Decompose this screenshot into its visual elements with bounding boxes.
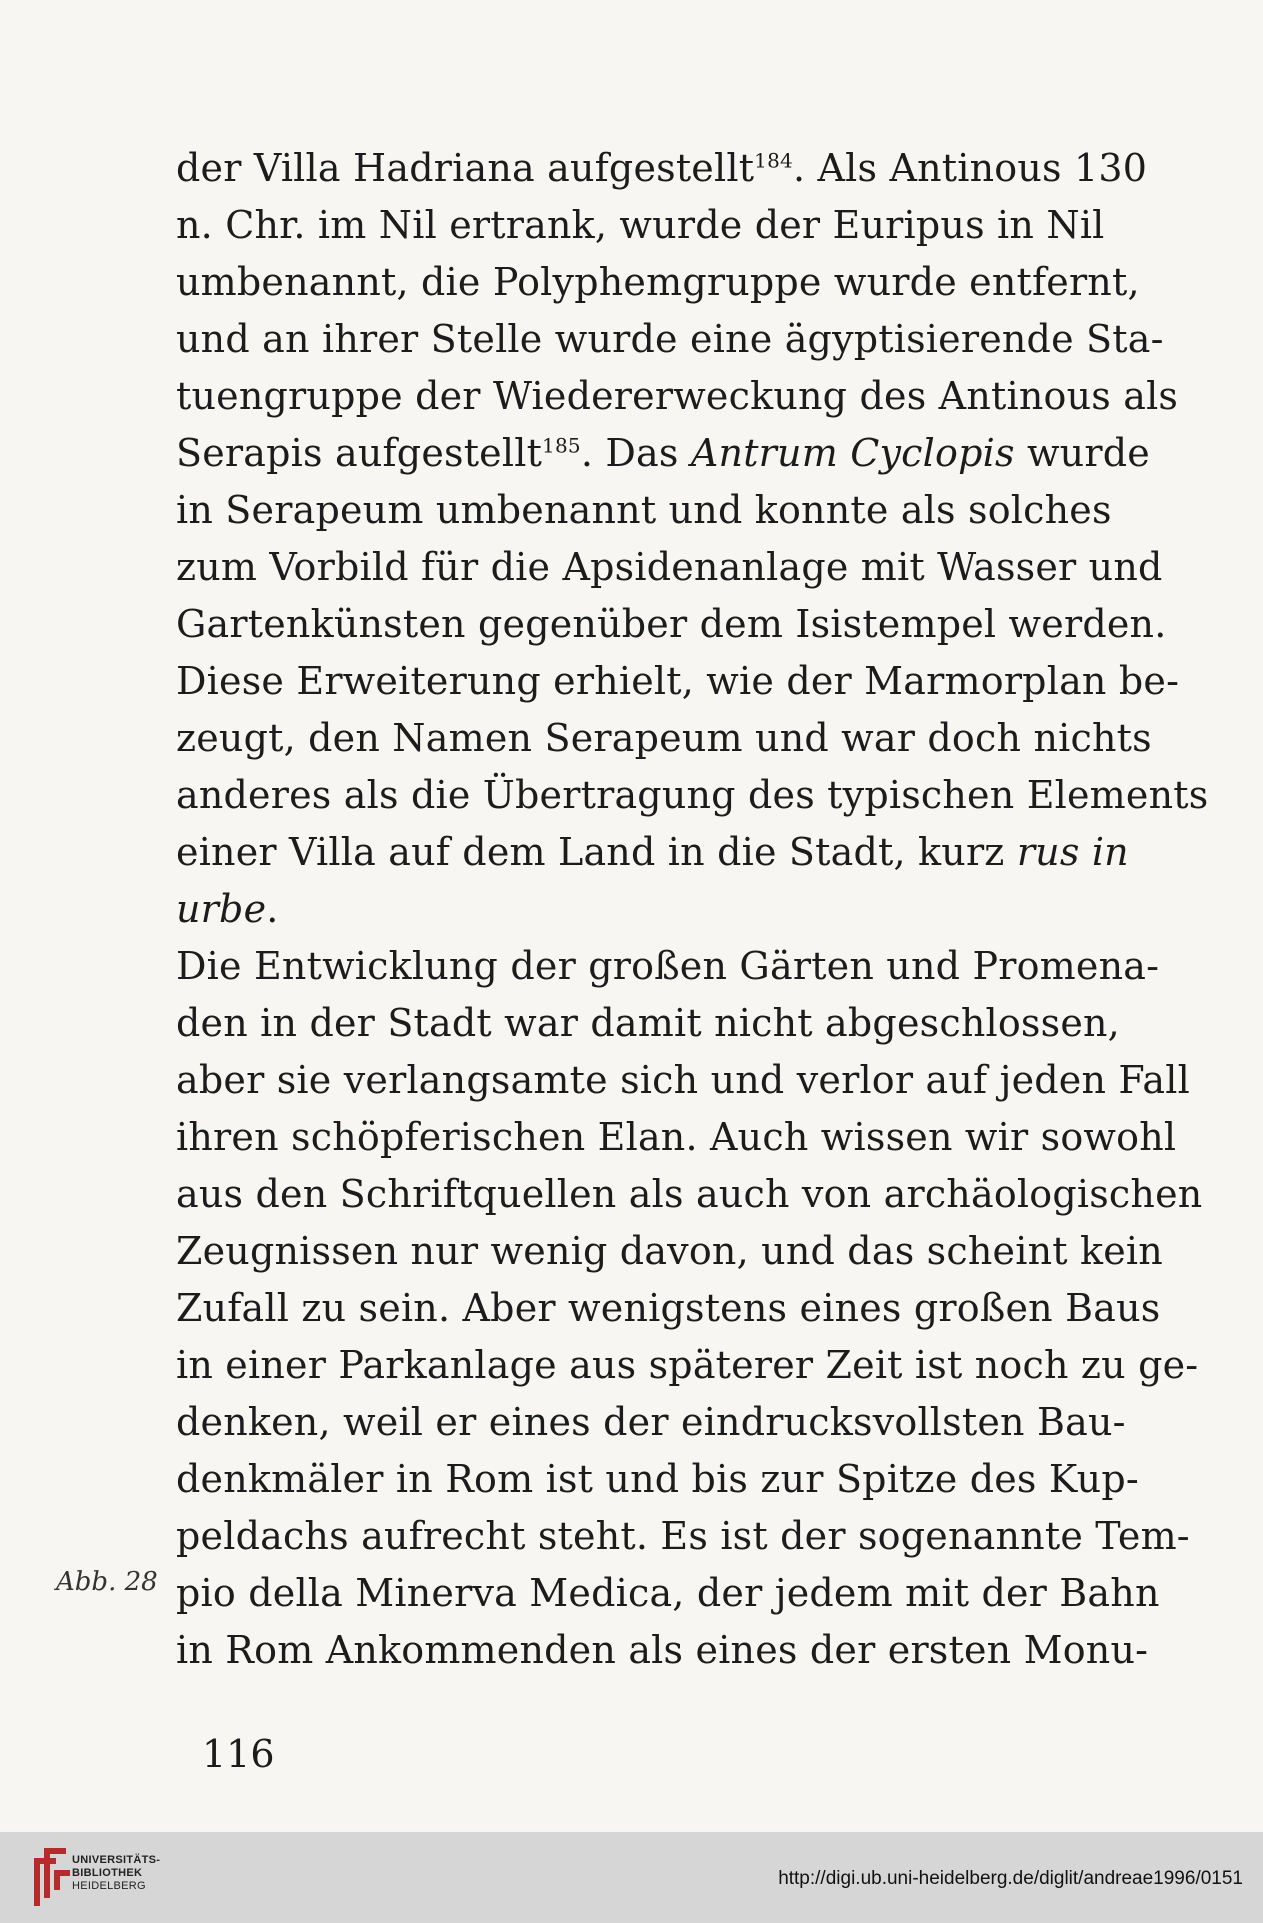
line-text: in einer Parkanlage aus späterer Zeit ist noch zu ge- bbox=[176, 1343, 1199, 1387]
footnote-marker[interactable]: 185 bbox=[542, 433, 581, 458]
text-line bbox=[176, 881, 1101, 938]
text-line bbox=[176, 1109, 1177, 1166]
line-text: Serapis aufgestellt bbox=[176, 431, 543, 475]
line-text: umbenannt, die Polyphemgruppe wurde entfernt, bbox=[176, 260, 1140, 304]
footnote-marker[interactable]: 184 bbox=[754, 148, 793, 173]
text-line bbox=[176, 710, 1152, 767]
text-line bbox=[176, 767, 1209, 824]
italic-text: Antrum Cyclopis bbox=[690, 431, 1015, 475]
line-text: anderes als die Übertragung des typischen Elements bbox=[176, 773, 1209, 817]
line-text: in Serapeum umbenannt und konnte als solches bbox=[176, 488, 1112, 532]
line-text: zeugt, den Namen Serapeum und war doch nichts bbox=[176, 716, 1152, 760]
text-line bbox=[176, 539, 1163, 596]
line-text: den in der Stadt war damit nicht abgeschlossen, bbox=[176, 1001, 1120, 1045]
line-text: . bbox=[266, 887, 279, 931]
university-library-logo-icon bbox=[26, 1840, 76, 1912]
line-text: pio della Minerva Medica, der jedem mit der Bahn bbox=[176, 1571, 1160, 1615]
line-text: einer Villa auf dem Land in die Stadt, kurz bbox=[176, 830, 1017, 874]
text-line bbox=[176, 140, 1148, 197]
line-text: Zeugnissen nur wenig davon, und das scheint kein bbox=[176, 1229, 1163, 1273]
text-line bbox=[176, 1565, 1160, 1622]
page-number: 116 bbox=[202, 1732, 275, 1776]
text-line bbox=[176, 1394, 1126, 1451]
line-text: und an ihrer Stelle wurde eine ägyptisierende Sta- bbox=[176, 317, 1164, 361]
text-line bbox=[176, 1451, 1139, 1508]
library-name: UNIVERSITÄTS- BIBLIOTHEK HEIDELBERG bbox=[72, 1854, 161, 1892]
text-line bbox=[176, 1622, 1149, 1679]
line-text: ihren schöpferischen Elan. Auch wissen wir sowohl bbox=[176, 1115, 1177, 1159]
footer-bar bbox=[0, 1832, 1263, 1923]
text-line bbox=[176, 1280, 1161, 1337]
text-line bbox=[176, 254, 1140, 311]
text-line bbox=[176, 197, 1105, 254]
line-text: aber sie verlangsamte sich und verlor auf jeden Fall bbox=[176, 1058, 1190, 1102]
text-line bbox=[176, 1052, 1190, 1109]
line-text: denkmäler in Rom ist und bis zur Spitze des Kup- bbox=[176, 1457, 1139, 1501]
line-text: Gartenkünsten gegenüber dem Isistempel werden. bbox=[176, 602, 1167, 646]
line-text: . Als Antinous 130 bbox=[792, 146, 1148, 190]
text-line bbox=[176, 425, 1150, 482]
text-line bbox=[176, 1508, 1190, 1565]
italic-text: urbe bbox=[176, 887, 267, 931]
text-line bbox=[176, 824, 1129, 881]
text-line bbox=[176, 368, 1179, 425]
body-text bbox=[176, 140, 1209, 1679]
italic-text: rus in bbox=[1016, 830, 1129, 874]
line-text: n. Chr. im Nil ertrank, wurde der Euripus in Nil bbox=[176, 203, 1105, 247]
source-url[interactable]: http://digi.ub.uni-heidelberg.de/diglit/andreae1996/0151 bbox=[778, 1868, 1243, 1889]
line-text: zum Vorbild für die Apsidenanlage mit Wasser und bbox=[176, 545, 1163, 589]
line-text: tuengruppe der Wiedererweckung des Antinous als bbox=[176, 374, 1179, 418]
text-line bbox=[176, 1337, 1199, 1394]
figure-reference: Abb. 28 bbox=[56, 1567, 158, 1597]
line-text: wurde bbox=[1014, 431, 1150, 475]
text-line bbox=[176, 653, 1180, 710]
text-line bbox=[176, 938, 1160, 995]
text-line bbox=[176, 995, 1120, 1052]
text-line bbox=[176, 482, 1112, 539]
line-text: in Rom Ankommenden als eines der ersten Monu- bbox=[176, 1628, 1149, 1672]
text-line bbox=[176, 596, 1167, 653]
line-text: der Villa Hadriana aufgestellt bbox=[176, 146, 755, 190]
line-text: aus den Schriftquellen als auch von archäologischen bbox=[176, 1172, 1203, 1216]
text-line bbox=[176, 1223, 1163, 1280]
line-text: denken, weil er eines der eindrucksvollsten Bau- bbox=[176, 1400, 1126, 1444]
line-text: Zufall zu sein. Aber wenigstens eines großen Baus bbox=[176, 1286, 1161, 1330]
line-text: Diese Erweiterung erhielt, wie der Marmorplan be- bbox=[176, 659, 1180, 703]
line-text: peldachs aufrecht steht. Es ist der sogenannte Tem- bbox=[176, 1514, 1190, 1558]
text-line bbox=[176, 1166, 1203, 1223]
text-line bbox=[176, 311, 1164, 368]
line-text: . Das bbox=[580, 431, 691, 475]
line-text: Die Entwicklung der großen Gärten und Promena- bbox=[176, 944, 1160, 988]
